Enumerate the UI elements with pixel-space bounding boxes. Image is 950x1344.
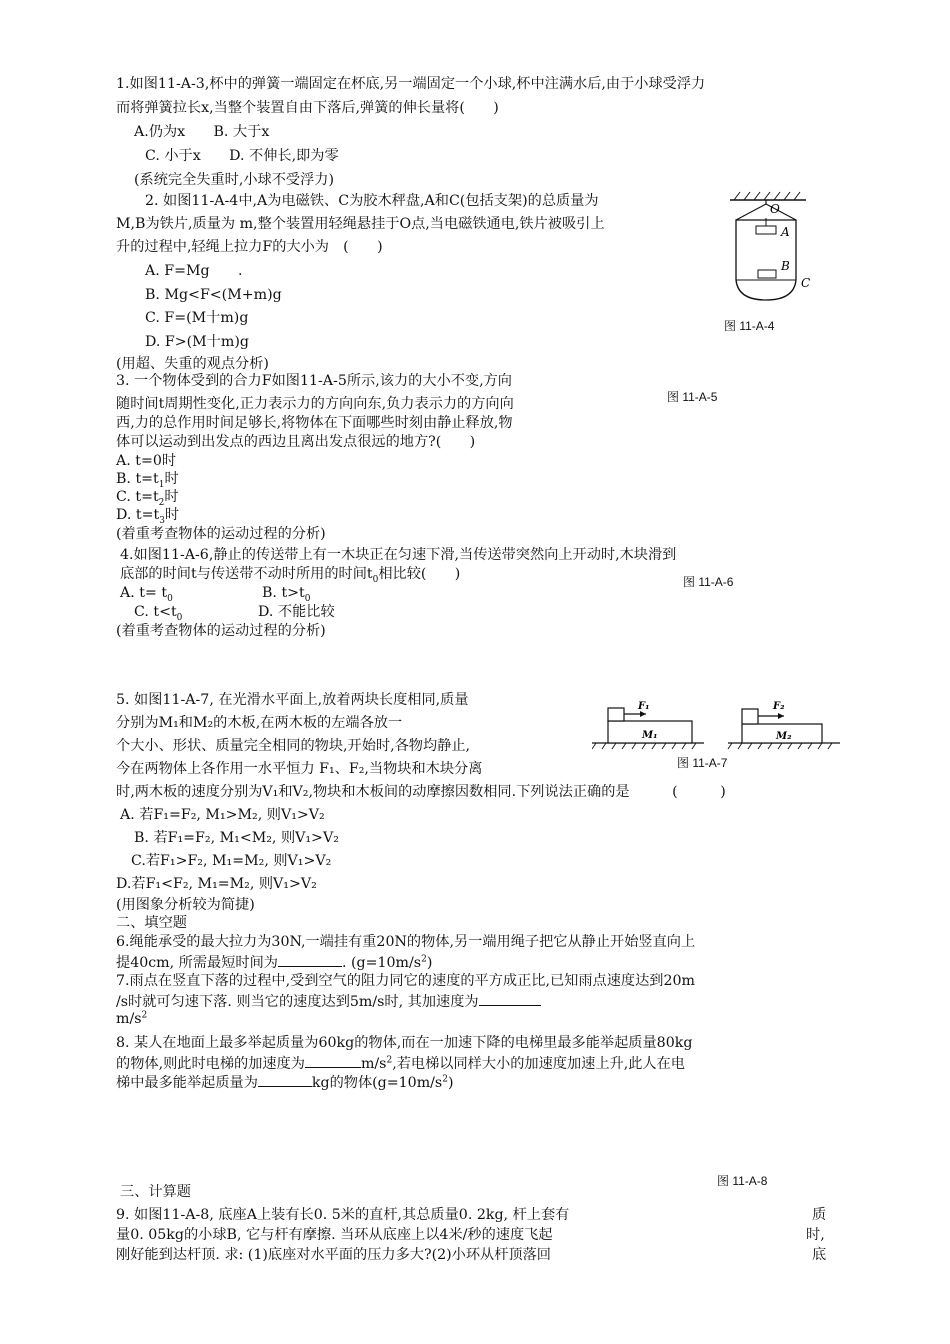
- q4-hint: (着重考查物体的运动过程的分析): [116, 623, 326, 639]
- q2-hint: (用超、失重的观点分析): [116, 356, 269, 372]
- q4-option-c: C. $t<t_0$: [134, 604, 183, 623]
- q2-line3: 升的过程中,轻绳上拉力F的大小为 ( ): [116, 239, 383, 255]
- q5-option-d: D.若F₁<F₂, M₁=M₂, 则V₁>V₂: [116, 876, 317, 892]
- q4-line2: 底部的时间t与传送带不动时所用的时间$t_0$相比较( ): [120, 566, 461, 585]
- q3-line3: 西,力的总作用时间足够长,将物体在下面哪些时刻由静止释放,物: [116, 415, 513, 431]
- q4-option-b: B. $t>t_0$: [262, 585, 311, 604]
- figure-11-a-5-caption: 图 11-A-5: [667, 390, 718, 404]
- q5-line2: 分别为M₁和M₂的木板,在两木板的左端各放一: [116, 715, 403, 731]
- block-2: [742, 709, 758, 724]
- q8-line1: 8. 某人在地面上最多举起质量为60kg的物体,而在一加速下降的电梯里最多能举起质量80kg: [116, 1035, 693, 1051]
- q6-answer-blank: [278, 952, 342, 967]
- ground-2-hatch: [728, 743, 832, 749]
- q7-line2: /s时就可匀速下落. 则当它的速度达到5m/s时, 其加速度为: [116, 991, 541, 1012]
- q1-line2: 而将弹簧拉长x,当整个装置自由下落后,弹簧的伸长量将( ): [116, 100, 499, 116]
- label-a: A: [781, 225, 790, 239]
- q7-line3: $m/s^2$: [116, 1010, 148, 1027]
- label-m1: M₁: [642, 730, 658, 741]
- q3-option-c: C. $t=t_2$时: [116, 489, 179, 508]
- q3-option-d: D. $t=t_3$时: [116, 507, 180, 526]
- q3-hint: (着重考查物体的运动过程的分析): [116, 526, 326, 542]
- q4-option-a: A. $t= t_0$: [120, 585, 173, 604]
- q7-answer-blank: [479, 991, 541, 1006]
- label-f2: F₂: [773, 701, 785, 712]
- figure-11-a-4-caption: 图 11-A-4: [724, 319, 775, 333]
- q9-line3: 刚好能到达杆顶. 求: (1)底座对水平面的压力多大?(2)小环从杆顶落回: [116, 1247, 551, 1263]
- figure-11-a-7: [592, 696, 842, 752]
- iron-plate-b: [758, 270, 776, 278]
- q5-line4: 今在两物体上各作用一水平恒力 F₁、F₂,当物块和木块分离: [116, 761, 483, 777]
- q5-option-b: B. 若F₁=F₂, M₁<M₂, 则V₁>V₂: [134, 830, 339, 846]
- q9-line2-right: 时,: [806, 1227, 825, 1243]
- electromagnet-a: [756, 226, 776, 234]
- q8-line3: 梯中最多能举起质量为 kg的物体$(g=10m/s^2)$: [116, 1072, 454, 1093]
- support-strings: [736, 204, 796, 220]
- q2-option-d: D. F>(M十m)g: [145, 334, 249, 350]
- label-b: B: [781, 259, 790, 273]
- figure-11-a-6-caption: 图 11-A-6: [683, 575, 734, 589]
- section-2-heading: 二、填空题: [116, 915, 187, 931]
- q1-option-c-d: C. 小于x D. 不伸长,即为零: [145, 148, 339, 164]
- q4-line1: 4.如图11-A-6,静止的传送带上有一木块正在匀速下滑,当传送带突然向上开动时,木块滑到: [120, 547, 677, 563]
- q1-hint: (系统完全失重时,小球不受浮力): [134, 172, 335, 188]
- q4-option-d: D. 不能比较: [258, 604, 335, 620]
- label-m2: M₂: [776, 731, 792, 742]
- q1-option-a-b: A.仍为x B. 大于x: [134, 124, 270, 140]
- block-1: [608, 708, 624, 721]
- q8-answer-blank-2: [258, 1072, 312, 1087]
- label-c: C: [801, 276, 811, 290]
- label-f1: F₁: [638, 701, 650, 712]
- q8-answer-blank-1: [305, 1053, 361, 1068]
- q5-option-c: C.若F₁>F₂, M₁=M₂, 则V₁>V₂: [131, 853, 332, 869]
- section-3-heading: 三、计算题: [120, 1184, 191, 1200]
- q8-line2: 的物体,则此时电梯的加速度为 $m/s^2$,若电梯以同样大小的加速度加速上升,此人在电: [116, 1053, 685, 1074]
- q3-option-a: A. t=0时: [116, 453, 177, 469]
- ground-1-hatch: [592, 743, 696, 749]
- figure-11-a-8-caption: 图 11-A-8: [717, 1174, 768, 1188]
- q7-line1: 7.雨点在竖直下落的过程中,受到空气的阻力同它的速度的平方成正比,已知雨点速度达到20m: [116, 973, 696, 989]
- q3-option-b: B. $t=t_1$时: [116, 471, 179, 490]
- q9-line2: 量0. 05kg的小球B, 它与杆有摩擦. 当环从底座上以4米/秒的速度飞起: [116, 1227, 553, 1243]
- q2-option-b: B. Mg<F<(M+m)g: [145, 287, 282, 303]
- q5-line1: 5. 如图11-A-7, 在光滑水平面上,放着两块长度相同,质量: [116, 692, 469, 708]
- ceiling-hatch: [734, 192, 800, 200]
- q5-line5: 时,两木板的速度分别为V₁和V₂,物块和木板间的动摩擦因数相同.下列说法正确的是 ( ): [116, 784, 726, 800]
- q1-line1: 1.如图11-A-3,杯中的弹簧一端固定在杯底,另一端固定一个小球,杯中注满水后,由于小球受浮力: [116, 76, 706, 92]
- q2-option-c: C. F=(M十m)g: [145, 310, 249, 326]
- q9-line3-right: 底: [812, 1247, 827, 1263]
- q5-option-a: A. 若F₁=F₂, M₁>M₂, 则V₁>V₂: [120, 807, 325, 823]
- figure-11-a-4: [718, 190, 818, 312]
- q5-line3: 个大小、形状、质量完全相同的物块,开始时,各物均静止,: [116, 738, 471, 754]
- q3-line2: 随时间t周期性变化,正力表示力的方向向东,负力表示力的方向向: [116, 396, 514, 412]
- q3-line1: 3. 一个物体受到的合力F如图11-A-5所示,该力的大小不变,方向: [116, 373, 512, 389]
- q2-line2: M,B为铁片,质量为 m,整个装置用轻绳悬挂于O点,当电磁铁通电,铁片被吸引上: [116, 216, 605, 232]
- q5-hint: (用图象分析较为简捷): [116, 897, 255, 913]
- q9-line1-right: 质: [812, 1207, 827, 1223]
- force-f2-arrowhead: [778, 713, 784, 719]
- q6-line1: 6.绳能承受的最大拉力为30N,一端挂有重20N的物体,另一端用绳子把它从静止开始竖直向上: [116, 934, 696, 950]
- q2-line1: 2. 如图11-A-4中,A为电磁铁、C为胶木秤盘,A和C(包括支架)的总质量为: [145, 193, 599, 209]
- figure-11-a-7-caption: 图 11-A-7: [677, 756, 728, 770]
- q3-line4: 体可以运动到出发点的西边且离出发点很远的地方?( ): [116, 434, 476, 450]
- q2-option-a: A. F=Mg .: [145, 263, 243, 279]
- q6-line2: 提40cm, 所需最短时间为 . $(g=10m/s^2)$: [116, 952, 432, 973]
- label-o: O: [770, 202, 780, 216]
- q9-line1: 9. 如图11-A-8, 底座A上装有长0. 5米的直杆,其总质量0. 2kg, 杆上套有: [116, 1207, 570, 1223]
